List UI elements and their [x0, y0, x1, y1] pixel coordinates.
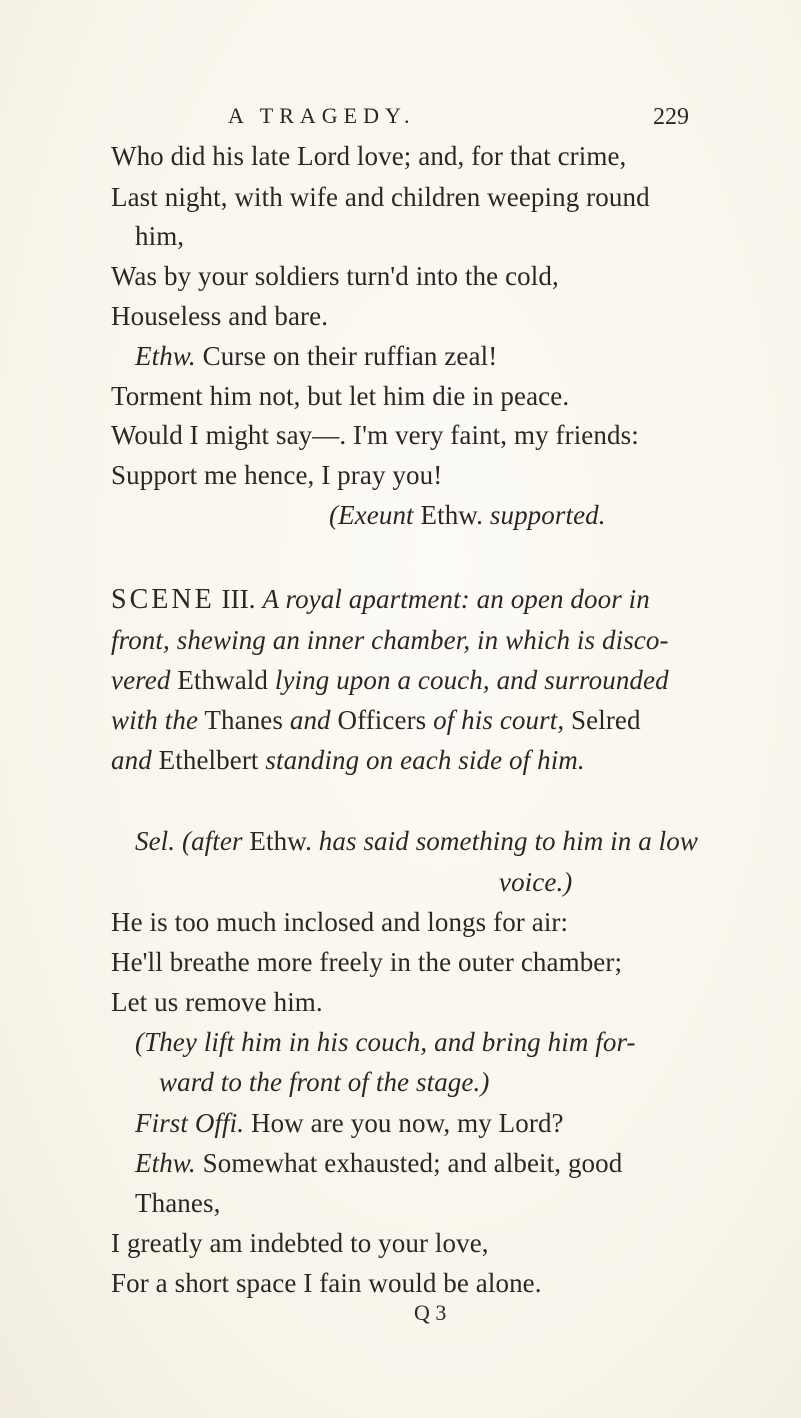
italic-segment: (Exeunt — [329, 500, 414, 530]
text-segment: Houseless and bare. — [111, 301, 329, 331]
stage-direction — [159, 1069, 489, 1096]
text-line — [111, 1230, 489, 1257]
text-segment: How are you now, my Lord? — [244, 1108, 564, 1138]
text-line — [111, 422, 639, 449]
italic-segment: ward to the front of the stage.) — [159, 1067, 490, 1097]
italic-segment: voice.) — [499, 867, 573, 897]
text-segment: For a short space I fain would be alone. — [111, 1268, 542, 1298]
scene-description — [111, 707, 641, 734]
page-number: 229 — [653, 104, 689, 130]
italic-segment: has said something to him in a low — [318, 826, 698, 856]
text-segment: Officers — [330, 705, 434, 735]
italic-segment: with the — [111, 705, 199, 735]
text-line — [111, 143, 626, 170]
scene-heading — [111, 586, 650, 614]
text-line — [111, 909, 568, 936]
text-segment: Last night, with wife and children weeping round — [111, 182, 650, 212]
text-segment: Was by your soldiers turn'd into the cold, — [111, 261, 559, 291]
speaker-line — [135, 828, 698, 855]
text-segment: He'll breathe more freely in the outer chamber; — [111, 947, 623, 977]
text-segment: I greatly am indebted to your love, — [111, 1228, 489, 1258]
text-segment: Selred — [564, 705, 641, 735]
text-segment: him, — [135, 221, 185, 251]
italic-segment: lying upon a couch, and surrounded — [274, 665, 669, 695]
text-segment: Somewhat exhausted; and albeit, good — [195, 1148, 623, 1178]
signature-mark: Q 3 — [414, 1300, 447, 1325]
text-line — [135, 223, 184, 250]
text-line — [111, 989, 323, 1016]
italic-segment: supported. — [489, 500, 606, 530]
text-segment: Thanes — [198, 705, 290, 735]
scene-description — [111, 667, 669, 694]
stage-direction — [499, 869, 572, 896]
text-line — [111, 462, 442, 489]
italic-segment: of his court, — [433, 705, 565, 735]
speaker-line — [135, 1150, 622, 1177]
text-segment: Support me hence, I pray you! — [111, 460, 443, 490]
italic-segment: Ethw. — [135, 341, 196, 371]
italic-segment: and — [289, 705, 331, 735]
italic-segment: front, shewing an inner chamber, in which is disco- — [111, 625, 669, 655]
text-line — [135, 1190, 220, 1217]
small-caps-segment: SCENE — [111, 584, 215, 615]
text-segment: Would I might say—. I'm very faint, my friends: — [111, 420, 639, 450]
text-segment: Ethwald — [170, 665, 275, 695]
text-line — [111, 383, 569, 410]
text-segment: Let us remove him. — [111, 987, 323, 1017]
text-segment: Ethw. — [242, 826, 319, 856]
italic-segment: First Offi. — [135, 1108, 245, 1138]
italic-segment: (after — [175, 826, 243, 856]
italic-segment: standing on each side of him. — [265, 745, 585, 775]
text-segment: Ethw. — [413, 500, 490, 530]
speaker-line — [135, 1110, 564, 1137]
speaker-line — [135, 343, 497, 370]
text-line — [111, 1270, 542, 1297]
stage-direction — [135, 1029, 636, 1056]
scene-description — [111, 747, 585, 774]
scene-description — [111, 627, 669, 654]
stage-direction — [329, 502, 606, 529]
running-title: A TRAGEDY. — [228, 103, 416, 128]
text-line — [111, 263, 559, 290]
text-segment: Thanes, — [135, 1188, 221, 1218]
italic-segment: and — [111, 745, 152, 775]
italic-segment: vered — [111, 665, 171, 695]
text-line — [111, 949, 622, 976]
text-segment: He is too much inclosed and longs for air: — [111, 907, 569, 937]
italic-segment: Ethw. — [135, 1148, 196, 1178]
text-segment: III. — [214, 584, 263, 614]
italic-segment: (They lift him in his couch, and bring him for- — [135, 1027, 636, 1057]
text-segment: Who did his late Lord love; and, for that crime, — [111, 141, 627, 171]
text-line — [111, 184, 650, 211]
italic-segment: Sel. — [135, 826, 176, 856]
text-segment: Torment him not, but let him die in peace. — [111, 381, 570, 411]
text-segment: Ethelbert — [151, 745, 266, 775]
text-line — [111, 303, 328, 330]
italic-segment: A royal apartment: an open door in — [262, 584, 650, 614]
text-segment: Curse on their ruffian zeal! — [195, 341, 498, 371]
